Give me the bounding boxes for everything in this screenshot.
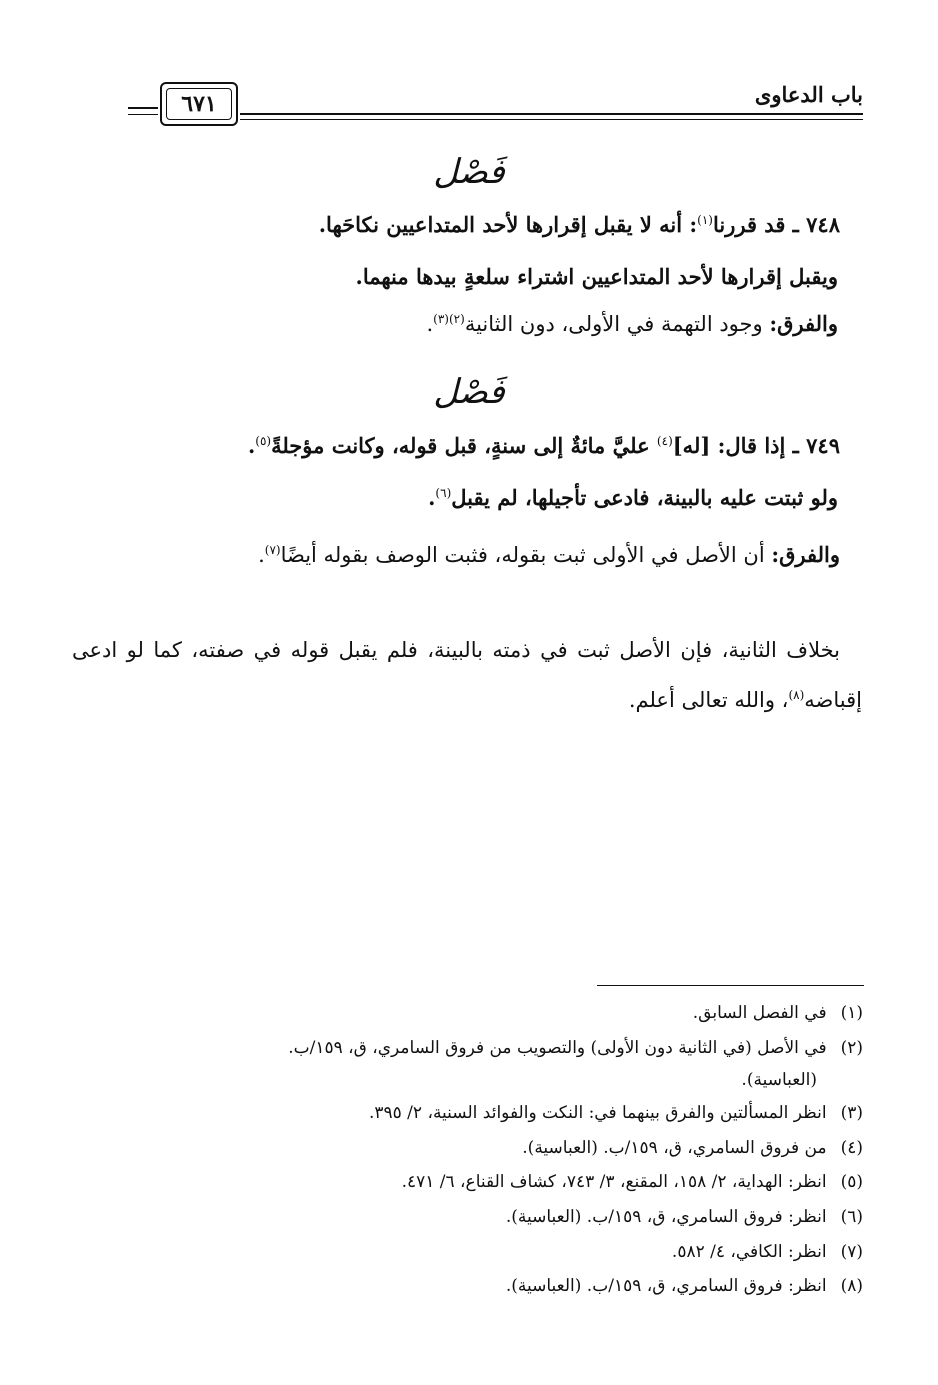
- header-rule-left: [128, 107, 158, 109]
- footnote-7: (٧)انظر: الكافي، ٤/ ٥٨٢.: [671, 1242, 863, 1262]
- footnote-5: (٥)انظر: الهداية، ٢/ ١٥٨، المقنع، ٣/ ٧٤٣، كشاف القناع، ٦/ ٤٧١.: [401, 1172, 863, 1192]
- section-heading-1: فَصْل: [433, 152, 505, 192]
- footnote-ref: (١): [697, 213, 713, 227]
- entry-number: ٧٤٨: [806, 212, 840, 237]
- footnote-6: (٦)انظر: فروق السامري، ق، ١٥٩/ب. (العباسية).: [505, 1207, 863, 1227]
- footnote-ref: (٨): [788, 688, 805, 702]
- header-rule-left-thin: [128, 114, 158, 115]
- section-heading-2: فَصْل: [433, 372, 505, 412]
- footnote-ref: (٤): [656, 434, 673, 448]
- farq-label: والفرق:: [771, 542, 840, 567]
- entry-749-contrast: بخلاف الثانية، فإن الأصل ثبت في ذمته بالبينة، فلم يقبل قوله في صفته، كما لو ادعى إقباضه$^{(٨)}$، والله تعالى أعلم.: [72, 638, 862, 712]
- entry-748-line1: ٧٤٨ ـ قد قررنا$^{(١)}$: أنه لا يقبل إقرارها لأحد المتداعيين نكاحَها.: [318, 212, 840, 237]
- footnote-2: (٢)في الأصل (في الثانية دون الأولى) والتصويب من فروق السامري، ق، ١٥٩/ب.: [288, 1038, 863, 1058]
- footnote-3: (٣)انظر المسألتين والفرق بينهما في: النكت والفوائد السنية، ٢/ ٣٩٥.: [368, 1103, 863, 1123]
- footnote-1: (١)في الفصل السابق.: [692, 1003, 863, 1023]
- entry-748-farq: والفرق: وجود التهمة في الأولى، دون الثانية$^{(٢)(٣)}$.: [426, 311, 838, 336]
- footnote-ref: (٥): [255, 434, 272, 448]
- entry-749-farq: والفرق: أن الأصل في الأولى ثبت بقوله، فثبت الوصف بقوله أيضًا$^{(٧)}$.: [258, 542, 840, 567]
- chapter-title: باب الدعاوى: [754, 82, 863, 107]
- footnote-8: (٨)انظر: فروق السامري، ق، ١٥٩/ب. (العباسية).: [505, 1276, 863, 1296]
- page-number: ٦٧١: [181, 91, 217, 117]
- entry-number: ٧٤٩: [806, 433, 840, 458]
- entry-748-line2: ويقبل إقرارها لأحد المتداعيين اشتراء سلعةٍ بيدها منهما.: [355, 264, 838, 289]
- farq-label: والفرق:: [769, 311, 838, 336]
- footnote-separator: [597, 985, 864, 986]
- entry-749-line2: ولو ثبتت عليه بالبينة، فادعى تأجيلها، لم يقبل$^{(٦)}$.: [428, 485, 838, 510]
- footnote-ref: (٢)(٣): [433, 312, 465, 326]
- footnote-ref: (٦): [435, 486, 452, 500]
- header-rule-right: [240, 113, 863, 115]
- footnote-4: (٤)من فروق السامري، ق، ١٥٩/ب. (العباسية).: [522, 1138, 863, 1158]
- entry-749-line1: ٧٤٩ ـ إذا قال: [له]$^{(٤)}$ عليَّ مائةٌ إلى سنةٍ، قبل قوله، وكانت مؤجلةً$^{(٥)}$.: [247, 433, 840, 458]
- footnote-ref: (٧): [264, 543, 281, 557]
- footnote-2-continued: (العباسية).: [741, 1070, 817, 1090]
- header-rule-right-thin: [240, 119, 863, 120]
- page-number-frame: [160, 82, 238, 126]
